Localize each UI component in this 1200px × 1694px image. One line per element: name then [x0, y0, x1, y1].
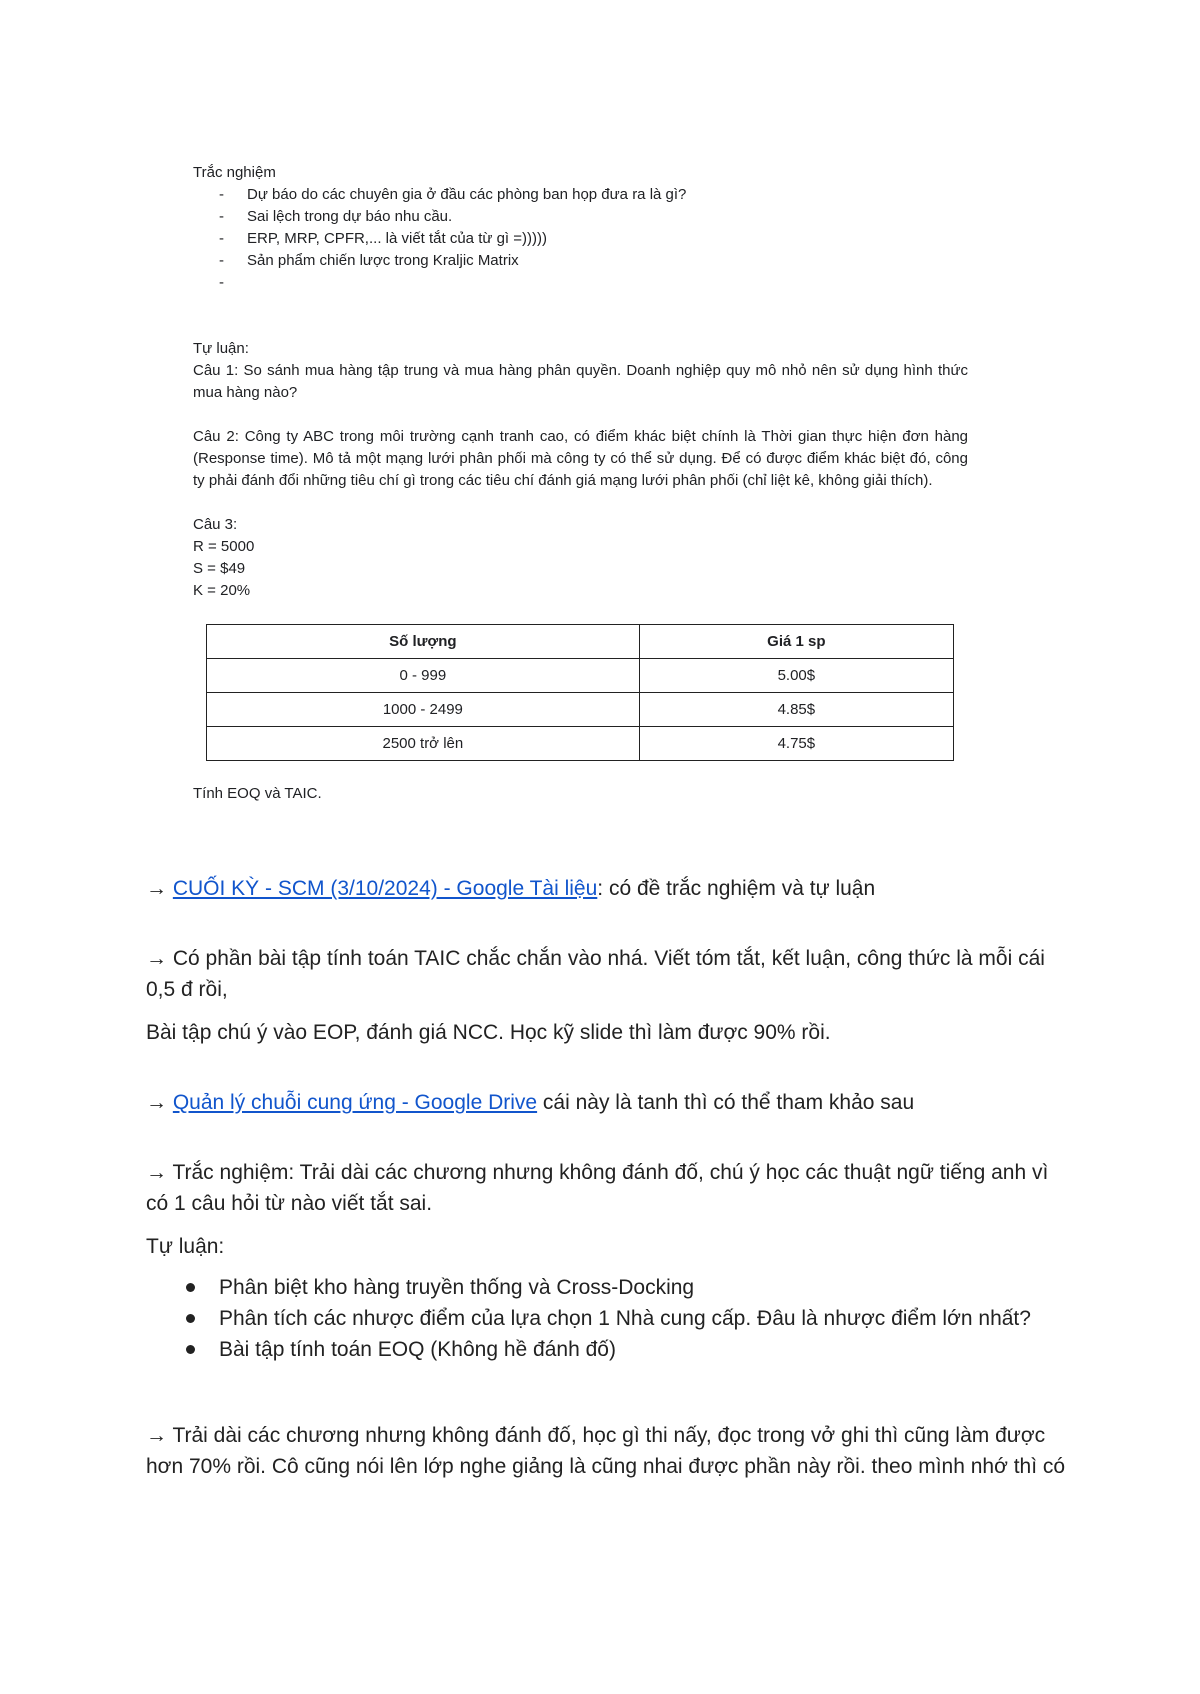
note-4	[146, 1087, 1066, 1118]
question-3-task: Tính EOQ và TAIC.	[193, 785, 322, 802]
table-cell: 4.75$	[639, 727, 953, 761]
table-row	[207, 727, 954, 761]
question-2: Câu 2: Công ty ABC trong môi trường cạnh tranh cao, có điểm khác biệt chính là Thời gian thực hiện đơn hàng (Response time). Mô tả một mạng lưới phân phối mà công ty có thể sử dụng. Để có được điểm khác biệt đó, công ty phải đánh đổi những tiêu chí gì trong các tiêu chí đánh giá mạng lưới phân phối (chỉ liệt kê, không giải thích).	[193, 428, 968, 489]
mcq-item: - Sản phẩm chiến lược trong Kraljic Matrix	[219, 250, 968, 272]
list-item: Bài tập tính toán EOQ (Không hề đánh đố)	[184, 1334, 1066, 1365]
question-3-r: R = 5000	[193, 538, 255, 555]
exam-doc-link[interactable]: CUỐI KỲ - SCM (3/10/2024) - Google Tài liệu	[172, 877, 598, 900]
table-header: Giá 1 sp	[639, 625, 953, 659]
table-header: Số lượng	[207, 625, 640, 659]
list-item: Phân tích các nhược điểm của lựa chọn 1 Nhà cung cấp. Đâu là nhược điểm lớn nhất?	[184, 1303, 1066, 1334]
question-3-s: S = $49	[193, 560, 246, 577]
essay-bullets	[146, 1272, 1066, 1365]
mcq-item	[219, 272, 968, 294]
mcq-list	[193, 184, 968, 294]
arrow: →	[146, 877, 173, 900]
mcq-item: - Sai lệch trong dự báo nhu cầu.	[219, 206, 968, 228]
table-row	[207, 659, 954, 693]
note-1	[146, 873, 1066, 904]
note-4-text: cái này là tanh thì có thể tham khảo sau	[537, 1091, 915, 1114]
essay-title: Tự luận:	[193, 340, 249, 357]
note-7: → Trải dài các chương nhưng không đánh đố, học gì thi nấy, đọc trong vở ghi thì cũng làm được hơn 70% rồi. Cô cũng nói lên lớp nghe giảng là cũng nhai được phần này rồi. theo mình nhớ thì có	[146, 1424, 1066, 1478]
note-3: Bài tập chú ý vào EOP, đánh giá NCC. Học kỹ slide thì làm được 90% rồi.	[146, 1021, 831, 1044]
note-5: → Trắc nghiệm: Trải dài các chương nhưng không đánh đố, chú ý học các thuật ngữ tiếng anh vì có 1 câu hỏi từ nào viết tắt sai.	[146, 1161, 1049, 1215]
table-cell: 5.00$	[639, 659, 953, 693]
table-cell: 1000 - 2499	[207, 693, 640, 727]
arrow: →	[146, 1091, 173, 1114]
table-cell: 4.85$	[639, 693, 953, 727]
mcq-title: Trắc nghiệm	[193, 164, 276, 181]
exam-screenshot	[193, 162, 968, 805]
note-6: Tự luận:	[146, 1235, 225, 1258]
mcq-item: - ERP, MRP, CPFR,... là viết tắt của từ gì =)))))	[219, 228, 968, 250]
question-3-k: K = 20%	[193, 582, 251, 599]
question-3-title: Câu 3:	[193, 516, 238, 533]
notes	[146, 873, 1066, 1482]
price-table	[206, 624, 954, 761]
essay-section	[193, 338, 968, 805]
mcq-item: - Dự báo do các chuyên gia ở đầu các phòng ban họp đưa ra là gì?	[219, 184, 968, 206]
note-1-text: : có đề trắc nghiệm và tự luận	[597, 877, 876, 900]
list-item: Phân biệt kho hàng truyền thống và Cross-Docking	[184, 1272, 1066, 1303]
question-1: Câu 1: So sánh mua hàng tập trung và mua hàng phân quyền. Doanh nghiệp quy mô nhỏ nên sử dụng hình thức mua hàng nào?	[193, 362, 968, 401]
table-row	[207, 693, 954, 727]
table-cell: 0 - 999	[207, 659, 640, 693]
drive-link[interactable]: Quản lý chuỗi cung ứng - Google Drive	[172, 1091, 538, 1114]
table-cell: 2500 trở lên	[207, 727, 640, 761]
note-2: → Có phần bài tập tính toán TAIC chắc chắn vào nhá. Viết tóm tắt, kết luận, công thức là mỗi cái 0,5 đ rồi,	[146, 947, 1045, 1001]
